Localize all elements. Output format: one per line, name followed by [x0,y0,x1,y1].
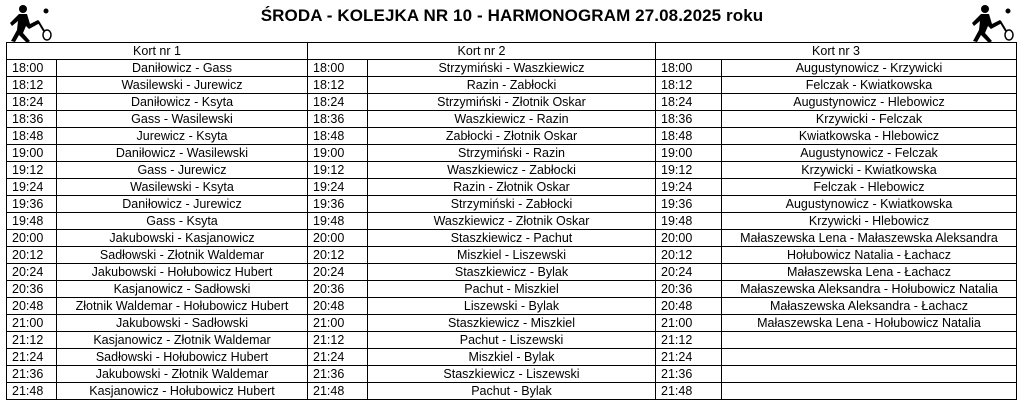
time-cell: 18:12 [308,77,368,94]
match-cell: Małaszewska Lena - Małaszewska Aleksandra [722,230,1017,247]
time-cell: 20:00 [656,230,722,247]
time-cell: 18:36 [7,111,57,128]
match-cell: Gass - Ksyta [57,213,308,230]
time-cell: 18:00 [308,60,368,77]
table-row [7,230,1017,247]
match-cell: Miszkiel - Liszewski [368,247,656,264]
match-cell: Złotnik Waldemar - Hołubowicz Hubert [57,298,308,315]
match-cell: Augustynowicz - Kwiatkowska [722,196,1017,213]
match-cell [722,349,1017,366]
match-cell: Zabłocki - Złotnik Oskar [368,128,656,145]
match-cell: Razin - Zabłocki [368,77,656,94]
time-cell: 19:24 [7,179,57,196]
match-cell: Staszkiewicz - Pachut [368,230,656,247]
time-cell: 20:24 [7,264,57,281]
time-cell: 20:12 [656,247,722,264]
match-cell: Pachut - Miszkiel [368,281,656,298]
match-cell: Krzywicki - Kwiatkowska [722,162,1017,179]
match-cell [722,332,1017,349]
schedule-table [6,42,1017,400]
table-row [7,366,1017,383]
match-cell: Daniłowicz - Jurewicz [57,196,308,213]
match-cell: Jurewicz - Ksyta [57,128,308,145]
match-cell: Kasjanowicz - Hołubowicz Hubert [57,383,308,400]
match-cell: Hołubowicz Natalia - Łachacz [722,247,1017,264]
time-cell: 20:48 [308,298,368,315]
match-cell: Wasilewski - Ksyta [57,179,308,196]
match-cell: Staszkiewicz - Miszkiel [368,315,656,332]
time-cell: 21:12 [7,332,57,349]
match-cell: Strzymiński - Waszkiewicz [368,60,656,77]
match-cell: Jakubowski - Hołubowicz Hubert [57,264,308,281]
time-cell: 18:48 [656,128,722,145]
match-cell: Augustynowicz - Felczak [722,145,1017,162]
match-cell: Strzymiński - Razin [368,145,656,162]
table-row [7,383,1017,400]
match-cell: Kasjanowicz - Sadłowski [57,281,308,298]
table-row [7,332,1017,349]
table-row [7,298,1017,315]
time-cell: 20:12 [308,247,368,264]
match-cell: Felczak - Kwiatkowska [722,77,1017,94]
match-cell: Miszkiel - Bylak [368,349,656,366]
match-cell: Jakubowski - Złotnik Waldemar [57,366,308,383]
match-cell: Krzywicki - Hlebowicz [722,213,1017,230]
match-cell: Augustynowicz - Hlebowicz [722,94,1017,111]
time-cell: 20:48 [656,298,722,315]
time-cell: 21:48 [308,383,368,400]
time-cell: 21:12 [308,332,368,349]
time-cell: 18:00 [7,60,57,77]
match-cell: Jakubowski - Kasjanowicz [57,230,308,247]
time-cell: 19:00 [656,145,722,162]
match-cell: Gass - Wasilewski [57,111,308,128]
time-cell: 19:36 [7,196,57,213]
match-cell: Małaszewska Lena - Hołubowicz Natalia [722,315,1017,332]
table-row [7,196,1017,213]
time-cell: 18:36 [656,111,722,128]
match-cell: Małaszewska Lena - Łachacz [722,264,1017,281]
table-row [7,264,1017,281]
time-cell: 18:24 [656,94,722,111]
table-row [7,60,1017,77]
court-header: Kort nr 2 [308,43,656,60]
time-cell: 18:00 [656,60,722,77]
match-cell: Augustynowicz - Krzywicki [722,60,1017,77]
match-cell: Małaszewska Aleksandra - Łachacz [722,298,1017,315]
time-cell: 18:24 [7,94,57,111]
time-cell: 18:36 [308,111,368,128]
table-row [7,77,1017,94]
court-header: Kort nr 3 [656,43,1017,60]
match-cell [722,383,1017,400]
match-cell: Staszkiewicz - Bylak [368,264,656,281]
court-header: Kort nr 1 [7,43,308,60]
match-cell: Liszewski - Bylak [368,298,656,315]
time-cell: 20:24 [656,264,722,281]
time-cell: 19:00 [7,145,57,162]
time-cell: 21:36 [656,366,722,383]
page-title: ŚRODA - KOLEJKA NR 10 - HARMONOGRAM 27.08.2025 roku [260,6,764,25]
time-cell: 19:12 [308,162,368,179]
time-cell: 18:12 [656,77,722,94]
time-cell: 21:12 [656,332,722,349]
time-cell: 19:24 [308,179,368,196]
time-cell: 21:48 [7,383,57,400]
time-cell: 19:48 [7,213,57,230]
time-cell: 20:00 [308,230,368,247]
time-cell: 20:48 [7,298,57,315]
match-cell: Gass - Jurewicz [57,162,308,179]
time-cell: 20:36 [308,281,368,298]
time-cell: 20:12 [7,247,57,264]
time-cell: 21:00 [656,315,722,332]
time-cell: 21:36 [308,366,368,383]
match-cell: Małaszewska Aleksandra - Hołubowicz Natalia [722,281,1017,298]
match-cell: Sadłowski - Hołubowicz Hubert [57,349,308,366]
time-cell: 19:48 [308,213,368,230]
time-cell: 21:24 [656,349,722,366]
match-cell: Waszkiewicz - Razin [368,111,656,128]
time-cell: 21:24 [7,349,57,366]
time-cell: 21:36 [7,366,57,383]
match-cell: Kwiatkowska - Hlebowicz [722,128,1017,145]
match-cell: Staszkiewicz - Liszewski [368,366,656,383]
table-row [7,281,1017,298]
table-row [7,213,1017,230]
time-cell: 21:00 [7,315,57,332]
time-cell: 18:48 [7,128,57,145]
match-cell: Strzymiński - Złotnik Oskar [368,94,656,111]
time-cell: 20:00 [7,230,57,247]
match-cell: Sadłowski - Złotnik Waldemar [57,247,308,264]
match-cell: Krzywicki - Felczak [722,111,1017,128]
match-cell: Waszkiewicz - Zabłocki [368,162,656,179]
time-cell: 19:12 [656,162,722,179]
table-row [7,315,1017,332]
match-cell: Strzymiński - Zabłocki [368,196,656,213]
time-cell: 19:00 [308,145,368,162]
table-row [7,349,1017,366]
match-cell [722,366,1017,383]
table-row [7,111,1017,128]
match-cell: Kasjanowicz - Złotnik Waldemar [57,332,308,349]
time-cell: 20:36 [656,281,722,298]
table-row [7,179,1017,196]
table-row [7,145,1017,162]
time-cell: 19:36 [656,196,722,213]
time-cell: 18:48 [308,128,368,145]
table-row [7,94,1017,111]
time-cell: 20:36 [7,281,57,298]
time-cell: 19:48 [656,213,722,230]
time-cell: 21:24 [308,349,368,366]
time-cell: 21:48 [656,383,722,400]
time-cell: 21:00 [308,315,368,332]
match-cell: Daniłowicz - Wasilewski [57,145,308,162]
match-cell: Razin - Złotnik Oskar [368,179,656,196]
match-cell: Felczak - Hlebowicz [722,179,1017,196]
time-cell: 19:24 [656,179,722,196]
match-cell: Jakubowski - Sadłowski [57,315,308,332]
time-cell: 20:24 [308,264,368,281]
match-cell: Daniłowicz - Gass [57,60,308,77]
match-cell: Wasilewski - Jurewicz [57,77,308,94]
court-header-row [7,43,1017,60]
table-row [7,162,1017,179]
time-cell: 18:12 [7,77,57,94]
time-cell: 19:36 [308,196,368,213]
table-row [7,128,1017,145]
time-cell: 18:24 [308,94,368,111]
match-cell: Daniłowicz - Ksyta [57,94,308,111]
time-cell: 19:12 [7,162,57,179]
match-cell: Pachut - Liszewski [368,332,656,349]
match-cell: Waszkiewicz - Złotnik Oskar [368,213,656,230]
table-row [7,247,1017,264]
match-cell: Pachut - Bylak [368,383,656,400]
